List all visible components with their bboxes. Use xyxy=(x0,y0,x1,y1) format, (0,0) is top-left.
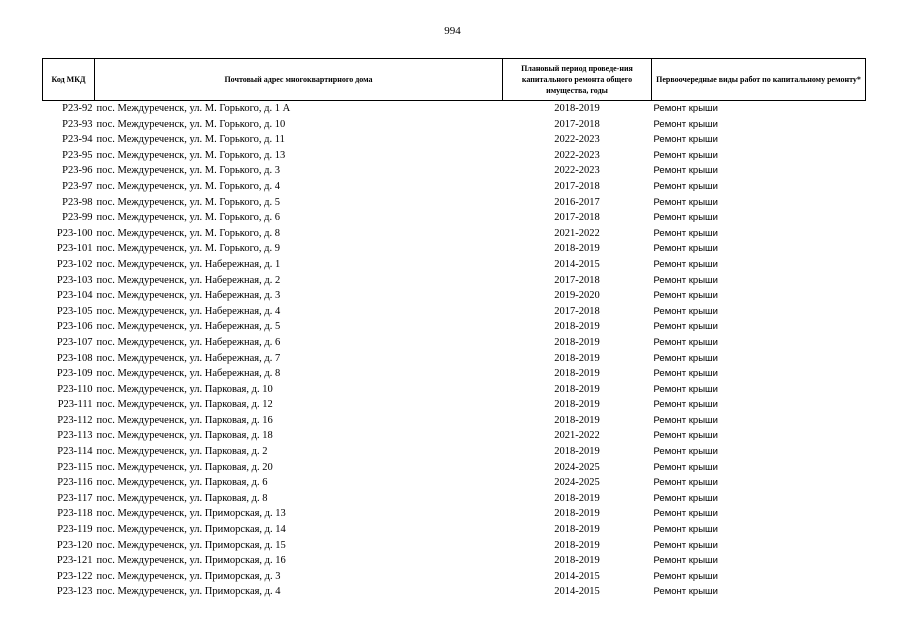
table-row xyxy=(43,444,866,460)
mkd-code-cell: Р23-105 xyxy=(56,305,93,317)
table-row xyxy=(43,335,866,351)
mkd-code-cell: Р23-101 xyxy=(56,243,93,255)
mkd-code-cell: Р23-113 xyxy=(57,430,93,442)
period-cell: 2018-2019 xyxy=(554,508,600,520)
address-cell: пос. Междуреченск, ул. Парковая, д. 12 xyxy=(96,399,273,411)
address-cell: пос. Междуреченск, ул. Парковая, д. 20 xyxy=(96,461,273,473)
address-cell: пос. Междуреченск, ул. Набережная, д. 8 xyxy=(96,368,281,380)
works-cell: Ремонт крыши xyxy=(653,290,718,302)
mkd-code-cell: Р23-107 xyxy=(56,336,93,348)
works-cell: Ремонт крыши xyxy=(653,258,718,270)
table-row xyxy=(43,304,866,320)
works-cell: Ремонт крыши xyxy=(653,383,718,395)
header-works: Первоочередные виды работ по капитальному ремонту* xyxy=(652,59,866,101)
period-cell: 2017-2018 xyxy=(554,274,600,286)
address-cell: пос. Междуреченск, ул. М. Горького, д. 10 xyxy=(96,118,286,130)
works-cell: Ремонт крыши xyxy=(653,321,718,333)
period-cell: 2024-2025 xyxy=(554,461,600,473)
period-cell: 2021-2022 xyxy=(554,227,600,239)
works-cell: Ремонт крыши xyxy=(653,477,718,489)
period-cell: 2018-2019 xyxy=(554,352,600,364)
table-row xyxy=(43,288,866,304)
works-cell: Ремонт крыши xyxy=(653,103,718,114)
address-cell: пос. Междуреченск, ул. М. Горького, д. 4 xyxy=(96,180,280,192)
table-row xyxy=(43,460,866,476)
mkd-code-cell: Р23-102 xyxy=(56,258,93,270)
works-cell: Ремонт крыши xyxy=(653,180,718,192)
address-cell: пос. Междуреченск, ул. Парковая, д. 10 xyxy=(96,383,273,395)
table-row xyxy=(43,101,866,117)
table-body xyxy=(43,101,866,601)
table-row xyxy=(43,584,866,600)
address-cell: пос. Междуреченск, ул. Парковая, д. 6 xyxy=(96,477,268,489)
works-cell: Ремонт крыши xyxy=(653,430,718,442)
period-cell: 2022-2023 xyxy=(554,149,600,161)
table-row xyxy=(43,179,866,195)
period-cell: 2018-2019 xyxy=(554,492,600,504)
address-cell: пос. Междуреченск, ул. Парковая, д. 18 xyxy=(96,430,273,442)
address-cell: пос. Междуреченск, ул. Парковая, д. 2 xyxy=(96,446,268,458)
address-cell: пос. Междуреченск, ул. М. Горького, д. 8 xyxy=(96,227,280,239)
table-row xyxy=(43,273,866,289)
table-row xyxy=(43,163,866,179)
address-cell: пос. Междуреченск, ул. М. Горького, д. 3 xyxy=(96,165,280,177)
table-row xyxy=(43,366,866,382)
table-row xyxy=(43,522,866,538)
period-cell: 2018-2019 xyxy=(554,336,600,348)
header-row xyxy=(43,59,866,101)
table-row xyxy=(43,117,866,133)
mkd-code-cell: Р23-116 xyxy=(57,477,93,489)
table-row xyxy=(43,241,866,257)
period-cell: 2014-2015 xyxy=(554,570,600,582)
period-cell: 2014-2015 xyxy=(554,586,600,598)
address-cell: пос. Междуреченск, ул. Приморская, д. 3 xyxy=(96,570,281,582)
period-cell: 2022-2023 xyxy=(554,165,600,177)
works-cell: Ремонт крыши xyxy=(653,352,718,364)
mkd-code-cell: Р23-118 xyxy=(57,508,93,520)
table-row xyxy=(43,553,866,569)
table-row xyxy=(43,569,866,585)
table-row xyxy=(43,413,866,429)
works-cell: Ремонт крыши xyxy=(653,570,718,582)
table-row xyxy=(43,148,866,164)
address-cell: пос. Междуреченск, ул. Приморская, д. 15 xyxy=(96,539,286,551)
period-cell: 2018-2019 xyxy=(554,368,600,380)
period-cell: 2018-2019 xyxy=(554,524,600,536)
address-cell: пос. Междуреченск, ул. Приморская, д. 4 xyxy=(96,586,281,598)
table-row xyxy=(43,382,866,398)
address-cell: пос. Междуреченск, ул. Набережная, д. 3 xyxy=(96,290,281,302)
works-cell: Ремонт крыши xyxy=(653,118,718,130)
works-cell: Ремонт крыши xyxy=(653,555,718,567)
mkd-code-cell: Р23-108 xyxy=(56,352,93,364)
address-cell: пос. Междуреченск, ул. М. Горького, д. 1 А xyxy=(96,103,291,114)
mkd-code-cell: Р23-123 xyxy=(56,586,93,598)
works-cell: Ремонт крыши xyxy=(653,212,718,224)
table-row xyxy=(43,226,866,242)
period-cell: 2017-2018 xyxy=(554,212,600,224)
address-cell: пос. Междуреченск, ул. Набережная, д. 2 xyxy=(96,274,281,286)
period-cell: 2014-2015 xyxy=(554,258,600,270)
works-cell: Ремонт крыши xyxy=(653,414,718,426)
mkd-code-cell: Р23-96 xyxy=(62,165,93,177)
registry-table xyxy=(42,58,866,600)
mkd-code-cell: Р23-114 xyxy=(57,446,93,458)
works-cell: Ремонт крыши xyxy=(653,227,718,239)
period-cell: 2024-2025 xyxy=(554,477,600,489)
period-cell: 2017-2018 xyxy=(554,180,600,192)
mkd-code-cell: Р23-92 xyxy=(62,103,93,114)
period-cell: 2016-2017 xyxy=(554,196,600,208)
address-cell: пос. Междуреченск, ул. М. Горького, д. 9 xyxy=(96,243,280,255)
address-cell: пос. Междуреченск, ул. Приморская, д. 14 xyxy=(96,524,286,536)
table-row xyxy=(43,475,866,491)
works-cell: Ремонт крыши xyxy=(653,446,718,458)
period-cell: 2022-2023 xyxy=(554,134,600,146)
address-cell: пос. Междуреченск, ул. Набережная, д. 4 xyxy=(96,305,281,317)
works-cell: Ремонт крыши xyxy=(653,368,718,380)
address-cell: пос. Междуреченск, ул. М. Горького, д. 5 xyxy=(96,196,280,208)
address-cell: пос. Междуреченск, ул. Набережная, д. 6 xyxy=(96,336,281,348)
mkd-code-cell: Р23-103 xyxy=(56,274,93,286)
table-row xyxy=(43,428,866,444)
address-cell: пос. Междуреченск, ул. Набережная, д. 1 xyxy=(96,258,281,270)
mkd-code-cell: Р23-120 xyxy=(56,539,93,551)
table-row xyxy=(43,538,866,554)
works-cell: Ремонт крыши xyxy=(653,492,718,504)
table-row xyxy=(43,210,866,226)
header-code: Код МКД xyxy=(43,59,95,101)
works-cell: Ремонт крыши xyxy=(653,305,718,317)
mkd-code-cell: Р23-106 xyxy=(56,321,93,333)
address-cell: пос. Междуреченск, ул. М. Горького, д. 6 xyxy=(96,212,280,224)
table-row xyxy=(43,195,866,211)
works-cell: Ремонт крыши xyxy=(653,165,718,177)
period-cell: 2018-2019 xyxy=(554,414,600,426)
table-row xyxy=(43,257,866,273)
table-header xyxy=(43,59,866,101)
works-cell: Ремонт крыши xyxy=(653,399,718,411)
works-cell: Ремонт крыши xyxy=(653,336,718,348)
period-cell: 2017-2018 xyxy=(554,305,600,317)
period-cell: 2018-2019 xyxy=(554,103,600,114)
period-cell: 2018-2019 xyxy=(554,243,600,255)
address-cell: пос. Междуреченск, ул. Набережная, д. 7 xyxy=(96,352,281,364)
period-cell: 2018-2019 xyxy=(554,321,600,333)
header-period: Плановый период проведе-ния капитального ремонта общего имущества, годы xyxy=(503,59,652,101)
works-cell: Ремонт крыши xyxy=(653,508,718,520)
mkd-code-cell: Р23-117 xyxy=(57,492,93,504)
mkd-code-cell: Р23-100 xyxy=(56,227,93,239)
works-cell: Ремонт крыши xyxy=(653,461,718,473)
period-cell: 2018-2019 xyxy=(554,383,600,395)
address-cell: пос. Междуреченск, ул. Набережная, д. 5 xyxy=(96,321,281,333)
header-address: Почтовый адрес многоквартирного дома xyxy=(95,59,503,101)
works-cell: Ремонт крыши xyxy=(653,196,718,208)
period-cell: 2018-2019 xyxy=(554,446,600,458)
period-cell: 2017-2018 xyxy=(554,118,600,130)
works-cell: Ремонт крыши xyxy=(653,524,718,536)
period-cell: 2019-2020 xyxy=(554,290,600,302)
period-cell: 2018-2019 xyxy=(554,539,600,551)
mkd-code-cell: Р23-109 xyxy=(56,368,93,380)
mkd-code-cell: Р23-122 xyxy=(56,570,93,582)
works-cell: Ремонт крыши xyxy=(653,274,718,286)
page-number: 994 xyxy=(444,25,461,37)
mkd-code-cell: Р23-99 xyxy=(62,212,93,224)
mkd-code-cell: Р23-104 xyxy=(56,290,93,302)
mkd-code-cell: Р23-115 xyxy=(57,461,93,473)
mkd-code-cell: Р23-97 xyxy=(62,180,93,192)
works-cell: Ремонт крыши xyxy=(653,586,718,598)
works-cell: Ремонт крыши xyxy=(653,539,718,551)
mkd-code-cell: Р23-95 xyxy=(62,149,93,161)
mkd-code-cell: Р23-121 xyxy=(56,555,93,567)
address-cell: пос. Междуреченск, ул. Приморская, д. 16 xyxy=(96,555,286,567)
address-cell: пос. Междуреченск, ул. М. Горького, д. 11 xyxy=(96,134,285,146)
mkd-code-cell: Р23-94 xyxy=(62,134,93,146)
address-cell: пос. Междуреченск, ул. Парковая, д. 8 xyxy=(96,492,268,504)
table-row xyxy=(43,319,866,335)
period-cell: 2018-2019 xyxy=(554,399,600,411)
address-cell: пос. Междуреченск, ул. Парковая, д. 16 xyxy=(96,414,273,426)
mkd-code-cell: Р23-112 xyxy=(57,414,93,426)
period-cell: 2018-2019 xyxy=(554,555,600,567)
mkd-code-cell: Р23-93 xyxy=(62,118,93,130)
mkd-code-cell: Р23-110 xyxy=(57,383,93,395)
works-cell: Ремонт крыши xyxy=(653,243,718,255)
table-row xyxy=(43,506,866,522)
address-cell: пос. Междуреченск, ул. М. Горького, д. 13 xyxy=(96,149,286,161)
period-cell: 2021-2022 xyxy=(554,430,600,442)
mkd-code-cell: Р23-111 xyxy=(57,399,93,411)
table-row xyxy=(43,491,866,507)
table-row xyxy=(43,132,866,148)
table-row xyxy=(43,397,866,413)
works-cell: Ремонт крыши xyxy=(653,134,718,146)
address-cell: пос. Междуреченск, ул. Приморская, д. 13 xyxy=(96,508,286,520)
table-row xyxy=(43,351,866,367)
mkd-code-cell: Р23-98 xyxy=(62,196,93,208)
mkd-code-cell: Р23-119 xyxy=(57,524,93,536)
works-cell: Ремонт крыши xyxy=(653,149,718,161)
